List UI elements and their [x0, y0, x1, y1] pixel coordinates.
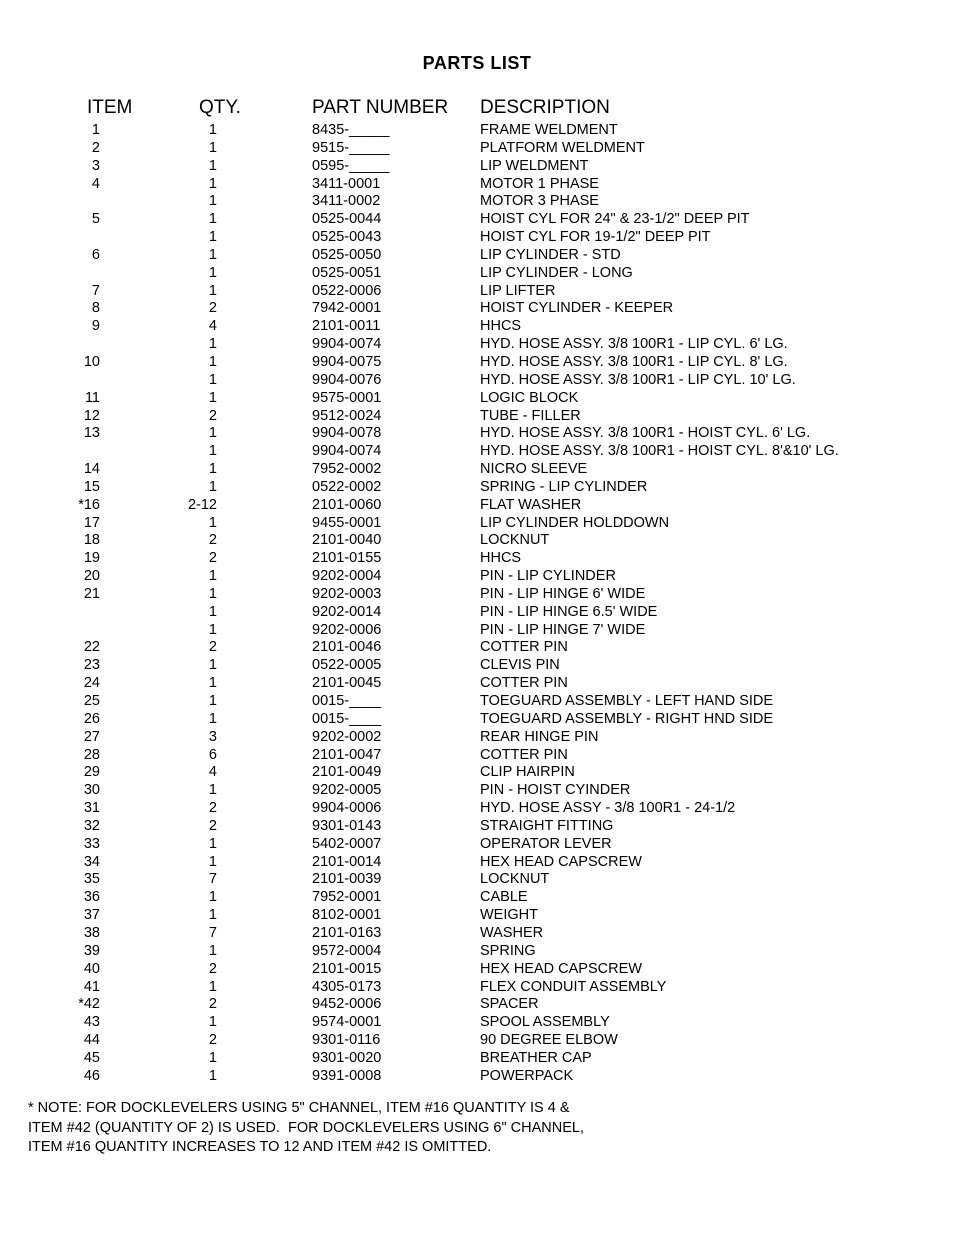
header-item: ITEM: [87, 97, 133, 118]
qty-cell: 1: [208, 621, 217, 638]
description-cell: WASHER: [480, 924, 544, 941]
table-row: [0, 693, 954, 711]
part-number-cell: 0522-0006: [312, 282, 382, 299]
qty-cell: 1: [208, 139, 217, 156]
description-cell: MOTOR 3 PHASE: [480, 193, 599, 210]
table-row: [0, 247, 954, 265]
qty-cell: 1: [208, 175, 217, 192]
part-number-cell: 9904-0078: [312, 425, 382, 442]
part-number-cell: 9202-0003: [312, 585, 382, 602]
part-number-cell: 4305-0173: [312, 978, 382, 995]
part-number-cell: 9904-0075: [312, 353, 382, 370]
item-cell: 1: [91, 122, 100, 138]
description-cell: HHCS: [480, 550, 522, 567]
part-number-cell: 2101-0047: [312, 746, 382, 763]
qty-cell: 7: [208, 924, 217, 941]
description-cell: MOTOR 1 PHASE: [480, 175, 599, 192]
qty-cell: 2: [208, 550, 217, 567]
table-row: [0, 443, 954, 461]
description-cell: POWERPACK: [480, 1067, 574, 1084]
part-number-cell: 9391-0008: [312, 1067, 382, 1084]
qty-cell: 1: [208, 1014, 217, 1031]
item-cell: 20: [83, 568, 100, 585]
table-row: [0, 907, 954, 925]
qty-cell: 1: [208, 443, 217, 460]
item-cell: 46: [83, 1067, 100, 1084]
table-row: [0, 479, 954, 497]
item-cell: 23: [83, 657, 100, 674]
table-row: [0, 497, 954, 515]
table-row: [0, 836, 954, 854]
qty-cell: 1: [208, 425, 217, 442]
item-cell: 15: [83, 478, 100, 495]
part-number-cell: 9455-0001: [312, 514, 382, 531]
qty-cell: 1: [208, 657, 217, 674]
table-row: [0, 1068, 954, 1086]
description-cell: SPOOL ASSEMBLY: [480, 1014, 610, 1031]
description-cell: LOCKNUT: [480, 871, 550, 888]
item-cell: 33: [83, 835, 100, 852]
table-row: [0, 140, 954, 158]
part-number-cell: 2101-0039: [312, 871, 382, 888]
qty-cell: 2: [208, 1032, 217, 1049]
table-row: [0, 800, 954, 818]
part-number-cell: 2101-0014: [312, 853, 382, 870]
part-number-cell: 0525-0043: [312, 229, 382, 246]
part-number-cell: 9904-0006: [312, 800, 382, 817]
footnote: [28, 1099, 928, 1158]
qty-cell: 1: [208, 782, 217, 799]
description-cell: CABLE: [480, 889, 528, 906]
table-row: [0, 300, 954, 318]
item-cell: *16: [78, 496, 100, 513]
part-number-cell: 0525-0051: [312, 264, 382, 281]
part-number-cell: 0015-____: [312, 710, 382, 727]
item-cell: 29: [83, 764, 100, 781]
table-row: [0, 871, 954, 889]
description-cell: PIN - HOIST CYINDER: [480, 782, 631, 799]
part-number-cell: 9202-0006: [312, 621, 382, 638]
item-cell: 28: [83, 746, 100, 763]
item-cell: 37: [83, 907, 100, 924]
description-cell: HOIST CYL FOR 24" & 23-1/2" DEEP PIT: [480, 211, 750, 228]
part-number-cell: 2101-0015: [312, 960, 382, 977]
part-number-cell: 2101-0049: [312, 764, 382, 781]
description-cell: REAR HINGE PIN: [480, 728, 599, 745]
table-row: [0, 336, 954, 354]
description-cell: LIP CYLINDER - LONG: [480, 264, 633, 281]
qty-cell: 1: [208, 853, 217, 870]
header-description: DESCRIPTION: [480, 97, 610, 118]
qty-cell: 2-12: [187, 496, 217, 513]
part-number-cell: 9301-0143: [312, 817, 382, 834]
part-number-cell: 9515-_____: [312, 139, 390, 156]
qty-cell: 1: [208, 211, 217, 228]
qty-cell: 2: [208, 532, 217, 549]
part-number-cell: 9301-0116: [312, 1032, 381, 1049]
table-row: [0, 818, 954, 836]
part-number-cell: 2101-0046: [312, 639, 382, 656]
description-cell: LIP WELDMENT: [480, 157, 589, 174]
part-number-cell: 9202-0005: [312, 782, 382, 799]
part-number-cell: 0525-0050: [312, 246, 382, 263]
table-row: [0, 729, 954, 747]
part-number-cell: 9904-0074: [312, 443, 382, 460]
description-cell: FLEX CONDUIT ASSEMBLY: [480, 978, 667, 995]
description-cell: BREATHER CAP: [480, 1049, 592, 1066]
qty-cell: 1: [208, 282, 217, 299]
table-row: [0, 211, 954, 229]
qty-cell: 1: [208, 1067, 217, 1084]
item-cell: 39: [83, 942, 100, 959]
qty-cell: 1: [208, 1049, 217, 1066]
item-cell: 40: [83, 960, 100, 977]
qty-cell: 6: [208, 746, 217, 763]
description-cell: FLAT WASHER: [480, 496, 582, 513]
description-cell: PIN - LIP CYLINDER: [480, 568, 616, 585]
item-cell: 45: [83, 1049, 100, 1066]
description-cell: LIP LIFTER: [480, 282, 556, 299]
part-number-cell: 2101-0060: [312, 496, 382, 513]
description-cell: COTTER PIN: [480, 675, 568, 692]
part-number-cell: 2101-0011: [312, 318, 381, 335]
table-row: [0, 568, 954, 586]
item-cell: 2: [91, 139, 100, 156]
description-cell: HYD. HOSE ASSY. 3/8 100R1 - LIP CYL. 6' LG.: [480, 336, 788, 353]
description-cell: LIP CYLINDER - STD: [480, 246, 621, 263]
item-cell: 4: [91, 175, 100, 192]
part-number-cell: 0015-____: [312, 693, 382, 709]
part-number-cell: 9572-0004: [312, 942, 382, 959]
table-row: [0, 265, 954, 283]
qty-cell: 1: [208, 461, 217, 478]
description-cell: LOCKNUT: [480, 532, 550, 549]
item-cell: 3: [91, 157, 100, 174]
table-row: [0, 229, 954, 247]
item-cell: 41: [83, 978, 100, 995]
part-number-cell: 2101-0163: [312, 924, 382, 941]
part-number-cell: 9575-0001: [312, 389, 382, 406]
part-number-cell: 9904-0076: [312, 371, 382, 388]
part-number-cell: 9512-0024: [312, 407, 382, 424]
table-row: [0, 943, 954, 961]
footnote-line: * NOTE: FOR DOCKLEVELERS USING 5" CHANNEL, ITEM #16 QUANTITY IS 4 &: [28, 1100, 570, 1116]
item-cell: 14: [83, 461, 100, 478]
description-cell: FRAME WELDMENT: [480, 122, 618, 138]
qty-cell: 1: [208, 371, 217, 388]
description-cell: SPRING - LIP CYLINDER: [480, 478, 648, 495]
table-row: [0, 1050, 954, 1068]
description-cell: STRAIGHT FITTING: [480, 817, 614, 834]
part-number-cell: 0522-0005: [312, 657, 382, 674]
description-cell: LIP CYLINDER HOLDDOWN: [480, 514, 670, 531]
header-qty: QTY.: [199, 97, 241, 118]
table-row: [0, 996, 954, 1014]
item-cell: 25: [83, 693, 100, 709]
table-row: [0, 390, 954, 408]
page-title: PARTS LIST: [422, 53, 532, 73]
table-row: [0, 461, 954, 479]
description-cell: HOIST CYLINDER - KEEPER: [480, 300, 674, 317]
part-number-cell: 2101-0155: [312, 550, 382, 567]
part-number-cell: 9452-0006: [312, 996, 382, 1013]
qty-cell: 1: [208, 978, 217, 995]
table-row: [0, 747, 954, 765]
item-cell: 26: [83, 710, 100, 727]
table-row: [0, 122, 954, 140]
table-row: [0, 925, 954, 943]
table-row: [0, 604, 954, 622]
part-number-cell: 7952-0001: [312, 889, 382, 906]
description-cell: CLIP HAIRPIN: [480, 764, 575, 781]
part-number-cell: 5402-0007: [312, 835, 382, 852]
qty-cell: 1: [208, 710, 217, 727]
table-row: [0, 889, 954, 907]
item-cell: 27: [83, 728, 100, 745]
description-cell: 90 DEGREE ELBOW: [480, 1032, 618, 1049]
qty-cell: 1: [208, 942, 217, 959]
item-cell: 38: [83, 924, 100, 941]
table-row: [0, 550, 954, 568]
part-number-cell: 7952-0002: [312, 461, 382, 478]
item-cell: 32: [83, 817, 100, 834]
item-cell: 18: [83, 532, 100, 549]
description-cell: HHCS: [480, 318, 522, 335]
description-cell: HYD. HOSE ASSY. 3/8 100R1 - HOIST CYL. 8'&10' LG.: [480, 443, 839, 460]
qty-cell: 2: [208, 300, 217, 317]
qty-cell: 1: [208, 264, 217, 281]
description-cell: HYD. HOSE ASSY. 3/8 100R1 - LIP CYL. 10' LG.: [480, 371, 796, 388]
description-cell: HYD. HOSE ASSY. 3/8 100R1 - LIP CYL. 8' LG.: [480, 353, 788, 370]
item-cell: 22: [83, 639, 100, 656]
qty-cell: 2: [208, 639, 217, 656]
footnote-line: ITEM #16 QUANTITY INCREASES TO 12 AND ITEM #42 IS OMITTED.: [28, 1139, 492, 1155]
table-row: [0, 782, 954, 800]
table-row: [0, 979, 954, 997]
item-cell: 43: [83, 1014, 100, 1031]
item-cell: *42: [78, 996, 100, 1013]
qty-cell: 2: [208, 996, 217, 1013]
part-number-cell: 7942-0001: [312, 300, 382, 317]
qty-cell: 1: [208, 246, 217, 263]
description-cell: HYD. HOSE ASSY. 3/8 100R1 - HOIST CYL. 6' LG.: [480, 425, 811, 442]
qty-cell: 1: [208, 889, 217, 906]
description-cell: TOEGUARD ASSEMBLY - LEFT HAND SIDE: [480, 693, 774, 709]
qty-cell: 1: [208, 389, 217, 406]
qty-cell: 1: [208, 157, 217, 174]
qty-cell: 4: [208, 318, 217, 335]
qty-cell: 1: [208, 835, 217, 852]
item-cell: 24: [83, 675, 100, 692]
part-number-cell: 3411-0001: [312, 175, 381, 192]
table-row: [0, 639, 954, 657]
header-part-number: PART NUMBER: [312, 97, 449, 118]
qty-cell: 1: [208, 478, 217, 495]
description-cell: HOIST CYL FOR 19-1/2" DEEP PIT: [480, 229, 711, 246]
description-cell: SPACER: [480, 996, 539, 1013]
qty-cell: 3: [208, 728, 217, 745]
item-cell: 21: [83, 585, 100, 602]
table-row: [0, 158, 954, 176]
item-cell: 35: [83, 871, 100, 888]
table-row: [0, 354, 954, 372]
table-row: [0, 408, 954, 426]
qty-cell: 2: [208, 407, 217, 424]
qty-cell: 1: [208, 122, 217, 138]
part-number-cell: 9904-0074: [312, 336, 382, 353]
table-row: [0, 532, 954, 550]
qty-cell: 2: [208, 817, 217, 834]
item-cell: 19: [83, 550, 100, 567]
qty-cell: 1: [208, 568, 217, 585]
table-row: [0, 193, 954, 211]
qty-cell: 1: [208, 229, 217, 246]
table-row: [0, 764, 954, 782]
description-cell: CLEVIS PIN: [480, 657, 560, 674]
part-number-cell: 9301-0020: [312, 1049, 382, 1066]
item-cell: 30: [83, 782, 100, 799]
part-number-cell: 8102-0001: [312, 907, 382, 924]
item-cell: 5: [91, 211, 100, 228]
table-row: [0, 283, 954, 301]
part-number-cell: 0595-_____: [312, 157, 390, 174]
table-row: [0, 675, 954, 693]
table-row: [0, 372, 954, 390]
qty-cell: 1: [208, 336, 217, 353]
qty-cell: 2: [208, 800, 217, 817]
table-row: [0, 1032, 954, 1050]
description-cell: LOGIC BLOCK: [480, 389, 579, 406]
description-cell: WEIGHT: [480, 907, 538, 924]
part-number-cell: 8435-_____: [312, 122, 390, 138]
item-cell: 7: [91, 282, 100, 299]
part-number-cell: 9202-0014: [312, 603, 382, 620]
table-row: [0, 515, 954, 533]
qty-cell: 1: [208, 585, 217, 602]
item-cell: 9: [91, 318, 100, 335]
part-number-cell: 3411-0002: [312, 193, 381, 210]
table-header: [0, 97, 954, 121]
description-cell: PIN - LIP HINGE 6' WIDE: [480, 585, 646, 602]
table-row: [0, 854, 954, 872]
footnote-line: ITEM #42 (QUANTITY OF 2) IS USED. FOR DOCKLEVELERS USING 6" CHANNEL,: [28, 1119, 584, 1136]
description-cell: PIN - LIP HINGE 6.5' WIDE: [480, 603, 658, 620]
qty-cell: 1: [208, 603, 217, 620]
table-row: [0, 586, 954, 604]
qty-cell: 2: [208, 960, 217, 977]
table-row: [0, 176, 954, 194]
item-cell: 6: [91, 246, 100, 263]
description-cell: HEX HEAD CAPSCREW: [480, 853, 642, 870]
item-cell: 12: [83, 407, 100, 424]
qty-cell: 1: [208, 193, 217, 210]
description-cell: TUBE - FILLER: [480, 407, 581, 424]
qty-cell: 4: [208, 764, 217, 781]
table-row: [0, 622, 954, 640]
qty-cell: 7: [208, 871, 217, 888]
item-cell: 36: [83, 889, 100, 906]
item-cell: 13: [83, 425, 100, 442]
qty-cell: 1: [208, 675, 217, 692]
description-cell: COTTER PIN: [480, 639, 568, 656]
qty-cell: 1: [208, 693, 217, 709]
qty-cell: 1: [208, 353, 217, 370]
table-row: [0, 1014, 954, 1032]
item-cell: 10: [83, 353, 100, 370]
table-row: [0, 961, 954, 979]
description-cell: OPERATOR LEVER: [480, 835, 612, 852]
item-cell: 11: [84, 389, 100, 406]
item-cell: 8: [91, 300, 100, 317]
item-cell: 44: [83, 1032, 100, 1049]
description-cell: COTTER PIN: [480, 746, 568, 763]
description-cell: TOEGUARD ASSEMBLY - RIGHT HND SIDE: [480, 710, 774, 727]
description-cell: PLATFORM WELDMENT: [480, 139, 645, 156]
item-cell: 17: [83, 514, 100, 531]
description-cell: SPRING: [480, 942, 536, 959]
description-cell: PIN - LIP HINGE 7' WIDE: [480, 621, 646, 638]
part-number-cell: 9202-0004: [312, 568, 382, 585]
description-cell: NICRO SLEEVE: [480, 461, 588, 478]
qty-cell: 1: [208, 514, 217, 531]
description-cell: HYD. HOSE ASSY - 3/8 100R1 - 24-1/2: [480, 800, 736, 817]
item-cell: 31: [83, 800, 100, 817]
part-number-cell: 9202-0002: [312, 728, 382, 745]
table-row: [0, 318, 954, 336]
parts-table: [0, 122, 954, 1086]
part-number-cell: 9574-0001: [312, 1014, 382, 1031]
item-cell: 34: [83, 853, 100, 870]
part-number-cell: 0522-0002: [312, 478, 382, 495]
table-row: [0, 425, 954, 443]
qty-cell: 1: [208, 907, 217, 924]
part-number-cell: 2101-0045: [312, 675, 382, 692]
part-number-cell: 0525-0044: [312, 211, 382, 228]
part-number-cell: 2101-0040: [312, 532, 382, 549]
table-row: [0, 711, 954, 729]
table-row: [0, 657, 954, 675]
description-cell: HEX HEAD CAPSCREW: [480, 960, 642, 977]
